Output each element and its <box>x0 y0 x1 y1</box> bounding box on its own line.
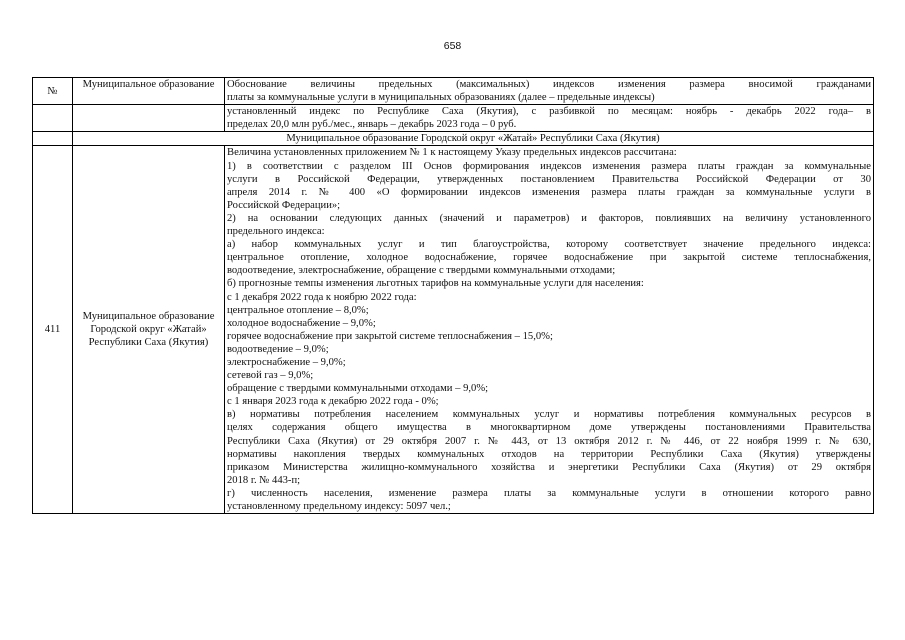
section-title: Муниципальное образование Городской округ «Жатай» Республики Саха (Якутия) <box>73 132 874 146</box>
continuation-line: пределах 20,0 млн руб./мес., январь – декабрь 2023 года – 0 руб. <box>227 119 517 131</box>
row-municipality: Муниципальное образование Городской округ «Жатай» Республики Саха (Якутия) <box>73 146 225 514</box>
continuation-empty-cell <box>33 105 73 132</box>
section-title-row <box>33 132 874 146</box>
section-empty-cell <box>33 132 73 146</box>
justification-line: с 1 января 2023 года к декабрю 2022 года - 0%; <box>227 396 439 408</box>
justification-line: 1) в соответствии с разделом III Основ формирования индексов изменения размера платы граждан за коммунальные <box>227 160 871 172</box>
justification-line: нормативы накопления твердых коммунальных отходов на территории Республики Саха (Якутия) утверждены <box>227 448 871 460</box>
header-justification-line: Обоснование величины предельных (максимальных) индексов изменения размера вносимой гражданами <box>227 79 871 90</box>
justification-line: апреля 2014 г. № 400 «О формировании индексов изменения размера платы граждан за коммунальные услуги в <box>227 186 871 198</box>
justification-line: б) прогнозные темпы изменения льготных тарифов на коммунальные услуги для населения: <box>227 278 644 290</box>
justification-line: Российской Федерации»; <box>227 199 341 211</box>
continuation-line: установленный индекс по Республике Саха (Якутия), с разбивкой по месяцам: ноябрь - декабрь 2022 года– в <box>227 106 871 118</box>
justification-line: холодное водоснабжение – 9,0%; <box>227 317 376 329</box>
justification-line: целях содержания общего имущества в многоквартирном доме утверждены постановлениями Правительства <box>227 422 871 434</box>
continuation-text <box>225 105 874 132</box>
justification-line: водоотведение – 9,0%; <box>227 343 329 355</box>
justification-line: обращение с твердыми коммунальными отходами – 9,0%; <box>227 383 489 395</box>
justification-line: с 1 декабря 2022 года к ноябрю 2022 года: <box>227 291 417 303</box>
justification-line: предельного индекса: <box>227 226 325 238</box>
justification-line: горячее водоснабжение при закрытой системе теплоснабжения – 15,0%; <box>227 330 553 342</box>
row-justification <box>225 146 874 514</box>
justification-line: 2) на основании следующих данных (значений и параметров) и факторов, повлиявших на величину установленного <box>227 212 871 224</box>
justification-line: приказом Министерства жилищно-коммунального хозяйства и энергетики Республики Саха (Якутия) от 29 октября <box>227 461 871 473</box>
justification-line: электроснабжение – 9,0%; <box>227 356 346 368</box>
justification-line: в) нормативы потребления населением коммунальных услуг и нормативы потребления коммунальных ресурсов в <box>227 409 871 421</box>
justification-line: центральное отопление – 8,0%; <box>227 304 369 316</box>
justification-line: сетевой газ – 9,0%; <box>227 370 314 382</box>
justification-line: г) численность населения, изменение размера платы за коммунальные услуги в отношении которого равно <box>227 487 871 499</box>
header-number: № <box>33 78 73 105</box>
justification-line: а) набор коммунальных услуг и тип благоустройства, которому соответствует значение предельного индекса: <box>227 239 871 251</box>
continuation-empty-cell <box>73 105 225 132</box>
page-number: 658 <box>443 40 462 52</box>
justification-line: центральное отопление, холодное водоснабжение, горячее водоснабжение при закрытой системе теплоснабжения, <box>227 252 871 264</box>
indices-table <box>32 77 874 514</box>
table-row <box>33 146 874 514</box>
justification-line: водоотведение, электроснабжение, обращение с твердыми коммунальными отходами; <box>227 265 616 277</box>
row-number: 411 <box>33 146 73 514</box>
justification-line: 2018 г. № 443-п; <box>227 474 301 486</box>
header-municipality: Муниципальное образование <box>73 78 225 105</box>
continuation-row <box>33 105 874 132</box>
justification-line: Республики Саха (Якутия) от 29 октября 2007 г. № 443, от 13 октября 2012 г. № 446, от 22 ноября 1999 г. № 630, <box>227 435 871 447</box>
table-header-row <box>33 78 874 105</box>
header-justification-line: платы за коммунальные услуги в муниципальных образованиях (далее – предельные индексы) <box>227 92 655 104</box>
header-justification <box>225 78 874 105</box>
justification-line: услуги в Российской Федерации, утвержденных постановлением Правительства Российской Федерации от 30 <box>227 173 871 185</box>
justification-line: установленному предельному индексу: 5097 чел.; <box>227 501 451 512</box>
justification-line: Величина установленных приложением № 1 к настоящему Указу предельных индексов рассчитана: <box>227 147 677 159</box>
